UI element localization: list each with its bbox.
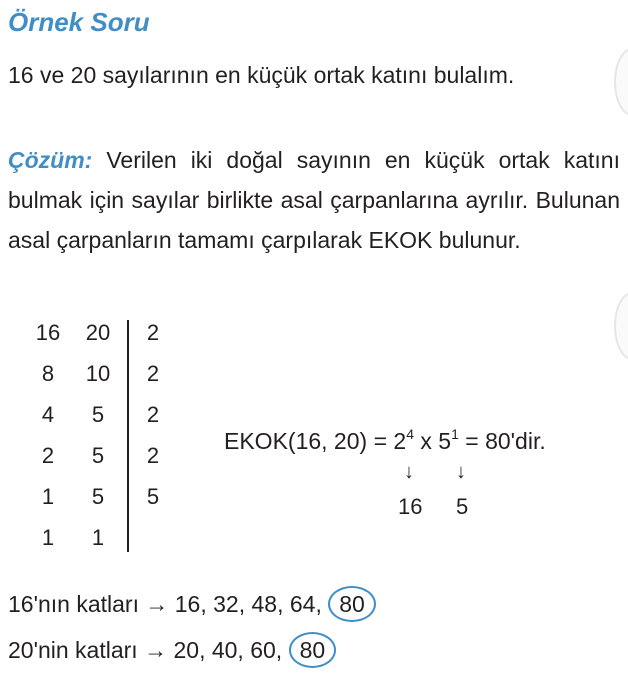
solution-paragraph [8, 140, 620, 260]
circled-common-multiple: 80 [328, 586, 376, 622]
factor-ladder [0, 316, 200, 556]
ekok-suffix: = 80'dir. [458, 428, 546, 454]
multiples-line-20 [8, 632, 336, 668]
question-text: 16 ve 20 sayılarının en küçük ortak katını bulalım. [8, 62, 515, 88]
multiples-label: 16'nın katları [8, 591, 139, 617]
multiples-values: 20, 40, 60, [173, 637, 289, 663]
down-arrow-icon: ↓ [404, 461, 414, 483]
ladder-cell-a: 16 [35, 320, 61, 345]
solution-text: Verilen iki doğal sayının en küçük ortak katını bulmak için sayılar birlikte asal çarpanlarına ayrılır. Bulunan asal çarpanların tamamı çarpılarak EKOK bulunur. [8, 147, 620, 253]
down-arrow-icon: ↓ [456, 461, 466, 483]
ladder-cell-a: 4 [41, 402, 55, 427]
ekok-base-2: 2 [393, 428, 407, 454]
ladder-cell-prime: 2 [146, 361, 160, 386]
multiples-values: 16, 32, 48, 64, [174, 591, 329, 617]
ekok-factor-value: 5 [456, 494, 469, 519]
ladder-cell-prime: 5 [146, 484, 160, 509]
ladder-cell-b: 5 [91, 484, 105, 509]
ladder-cell-b: 10 [85, 361, 111, 386]
ekok-exponent-5: 1 [451, 426, 459, 442]
ladder-cell-a: 8 [41, 361, 55, 386]
ekok-base-5: 5 [438, 428, 452, 454]
page-edge-decoration [614, 48, 628, 116]
ekok-exponent-2: 4 [406, 426, 414, 442]
ladder-cell-a: 1 [41, 525, 55, 550]
ladder-divider-line [127, 320, 129, 552]
ladder-cell-b: 5 [91, 402, 105, 427]
right-arrow-icon: → [137, 637, 174, 663]
multiples-line-16 [8, 586, 376, 622]
example-title: Örnek Soru [8, 7, 150, 37]
ladder-cell-a: 2 [41, 443, 55, 468]
ladder-cell-a: 1 [41, 484, 55, 509]
ladder-cell-b: 1 [91, 525, 105, 550]
ekok-factor-value: 16 [398, 494, 423, 519]
ladder-cell-b: 20 [85, 320, 111, 345]
ladder-cell-b: 5 [91, 443, 105, 468]
page-edge-decoration [614, 292, 628, 360]
right-arrow-icon: → [138, 591, 175, 617]
multiples-label: 20'nin katları [8, 637, 138, 663]
ladder-cell-prime: 2 [146, 443, 160, 468]
ekok-times: x [413, 428, 439, 454]
ladder-cell-prime: 2 [146, 402, 160, 427]
ekok-equation [224, 426, 546, 459]
circled-common-multiple: 80 [289, 632, 337, 668]
ekok-prefix: EKOK(16, 20) = [224, 428, 394, 454]
solution-label: Çözüm: [8, 147, 93, 173]
ladder-cell-prime: 2 [146, 320, 160, 345]
